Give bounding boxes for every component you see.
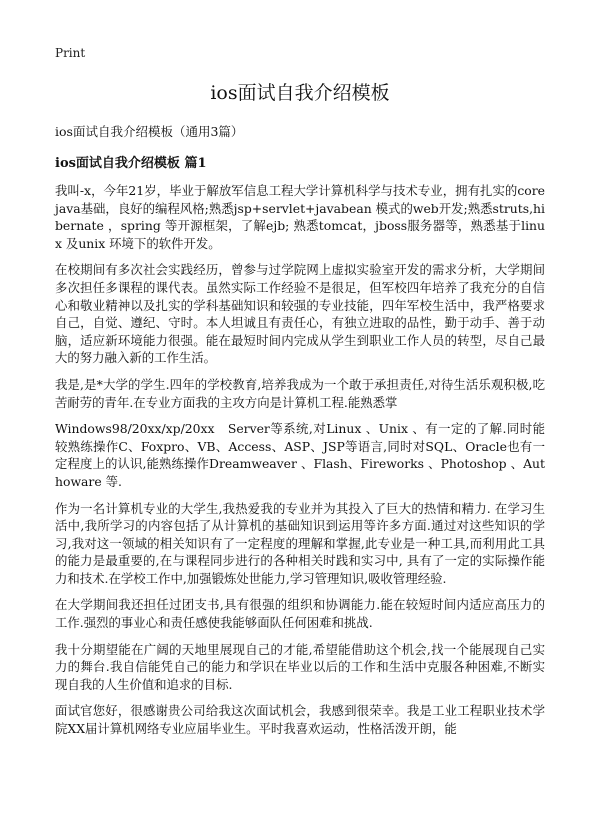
paragraph-education: 我是,是*大学的学生.四年的学校教育,培养我成为一个敢于承担责任,对待生活乐观积极,吃苦耐劳的青年.在专业方面我的主攻方向是计算机工程.能熟悉掌 <box>55 376 545 410</box>
paragraph-skills: Windows98/20xx/xp/20xx Server等系统,对Linux 、Unix 、有一定的了解.同时能较熟练操作C、Foxpro、VB、Access、ASP、JSP等语言,同时对SQL、Oracle也有一定程度上的认识,能熟练操作Dreamweaver 、Flash、Fireworks 、Photoshop 、Authoware 等. <box>55 421 545 489</box>
section-heading: ios面试自我介绍模板 篇1 <box>55 156 207 171</box>
paragraph-intro: 我叫-x，今年21岁，毕业于解放军信息工程大学计算机科学与技术专业，拥有扎实的core java基础，良好的编程风格;熟悉jsp+servlet+javabean 模式的web开发;熟悉struts,hibernate ，spring 等开源框架，了解ejb; 熟悉tomcat，jboss服务器等，熟悉基于linux 及unix 环境下的软件开发。 <box>55 183 545 251</box>
paragraph-leadership: 在大学期间我还担任过团支书,具有很强的组织和协调能力.能在较短时间内适应高压力的工作.强烈的事业心和责任感使我能够面队任何困难和挑战. <box>55 597 545 631</box>
document-subtitle: ios面试自我介绍模板（通用3篇） <box>55 124 244 139</box>
paragraph-major: 作为一名计算机专业的大学生,我热爱我的专业并为其投入了巨大的热情和精力. 在学习生活中,我所学习的内容包括了从计算机的基础知识到运用等许多方面.通过对这些知识的学习,我对这一领域的相关知识有了一定程度的理解和掌握,此专业是一种工具,而利用此工具的能力是最重要的,在与课程同步进行的各种相关时践和实习中, 具有了一定的实际操作能力和技术.在学校工作中,加强锻炼处世能力,学习管理知识,吸收管理经验. <box>55 500 545 586</box>
print-link[interactable]: Print <box>55 46 86 60</box>
paragraph-aspiration: 我十分期望能在广阔的天地里展现自己的才能,希望能借助这个机会,找一个能展现自己实力的舞台.我自信能凭自己的能力和学识在毕业以后的工作和生活中克服各种困难,不断实现自我的人生价值和追求的目标. <box>55 641 545 692</box>
document-body <box>55 182 545 747</box>
paragraph-campus-experience: 在校期间有多次社会实践经历，曾参与过学院网上虚拟实验室开发的需求分析，大学期间多次担任多课程的课代表。虽然实际工作经验不是很足，但军校四年培养了我充分的自信心和敬业精神以及扎实的学科基础知识和较强的专业技能，四年军校生活中，我严格要求自己，自觉、遵纪、守时。本人坦诚且有责任心，有独立进取的品性，勤于动手、善于动脑，适应新环境能力很强。能在最短时间内完成从学生到职业工作人员的转型，尽自己最大的努力融入新的工作生活。 <box>55 262 545 366</box>
paragraph-greeting: 面试官您好，很感谢贵公司给我这次面试机会，我感到很荣幸。我是工业工程职业技术学院XX届计算机网络专业应届毕业生。平时我喜欢运动，性格活泼开朗，能 <box>55 703 545 737</box>
page-title: ios面试自我介绍模板 <box>210 82 390 104</box>
